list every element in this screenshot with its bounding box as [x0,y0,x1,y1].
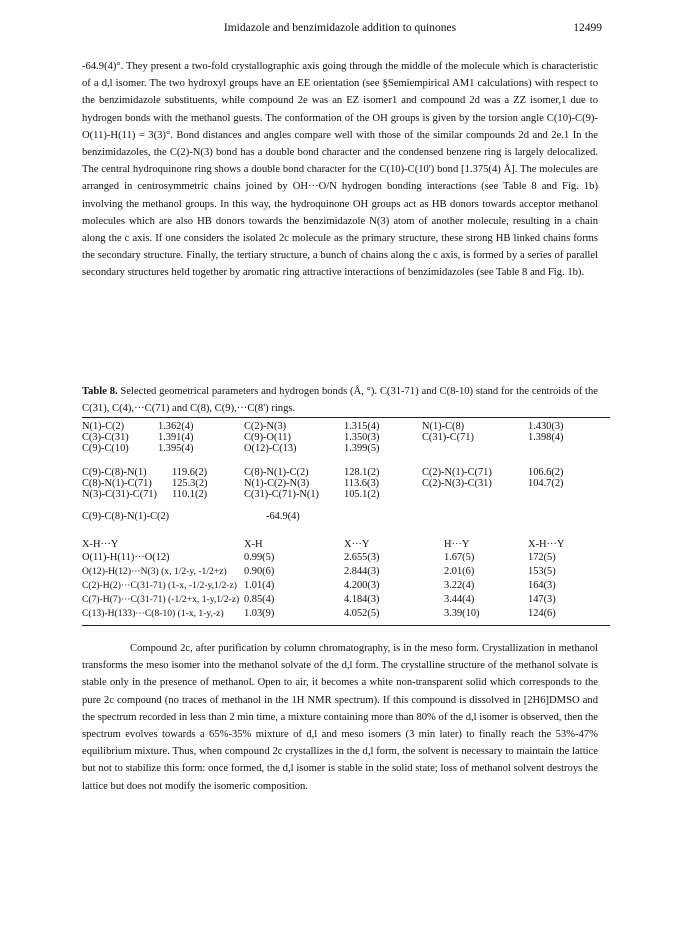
running-head [0,22,680,38]
body-paragraph-2-text: Compound 2c, after purification by column chromatography, is in the meso form. Crystallization in methanol transforms the meso isomer into the methanol solvate of the d,l form. The crystalline structure of the methanol solvate is stable only in the presence of methanol. Open to air, it becomes a white non-transparent solid which corresponds to the pure 2c compound (no traces of methanol in the 1H NMR spectrum). If this compound is dissolved in [2H6]DMSO and the spectrum recorded in less than 2 min time, a mixture containing more than 80% of the d,l isomer is observed, then the spectrum evolves towards a 65%-35% mixture of d,l and meso isomers (3 min later) to finally reach the 53%-47% equilibrium mixture. Thus, when compound 2c crystallizes in the d,l form, the solvent is necessary to maintain the lattice but not to stabilize this form: once formed, the d,l isomer is stable in the solid state; loss of methanol solvent destroys the lattice but does not modify the isomeric composition. [82,643,598,792]
table-cell: 1.315(4) [344,421,380,432]
table-cell: C(9)-O(11) [244,432,291,443]
hbond-header-cell: X-H [244,539,263,550]
table-cell: C(2)-N(3) [244,421,287,432]
hbond-header-cell: H···Y [444,539,470,550]
table-cell: 4.184(3) [344,594,380,605]
table-cell: 0.85(4) [244,594,275,605]
hbond-header-cell: X-H···Y [528,539,565,550]
table-cell: O(12)-C(13) [244,443,297,454]
table-cell: -64.9(4) [266,511,300,522]
table-cell: N(1)-C(2) [82,421,125,432]
table-cell: C(7)-H(7)···C(31-71) (-1/2+x, 1-y,1/2-z) [82,594,240,605]
table-cell: 0.99(5) [244,552,275,563]
table-cell: 1.399(5) [344,443,380,454]
table-cell: C(9)-C(8)-N(1) [82,467,147,478]
table-cell: 104.7(2) [528,478,564,489]
table-cell: C(13)-H(133)···C(8-10) (1-x, 1-y,-z) [82,608,224,619]
table-top-rule [82,417,610,418]
table-cell: O(12)-H(12)···N(3) (x, 1/2-y, -1/2+z) [82,566,227,577]
body-paragraph-2 [82,640,598,795]
table-cell: C(9)-C(8)-N(1)-C(2) [82,511,170,522]
body-paragraph-1: -64.9(4)°. They present a two-fold crystallographic axis going through the middle of the molecule which is characteristic of a d,l isomer. The two hydroxyl groups have an EE orientation (see §Semiempirical AM1 calculations) with respect to the benzimidazole substituents, while compound 2e was an EZ isomer1 and compound 2d was a ZZ isomer,1 due to hydrogen bonds with the methanol guests. The conformation of the OH groups is given by the torsion angle C(10)-C(9)-O(11)-H(11) = 3(3)°. Bond distances and angles compare well with those of the similar compounds 2d and 2e.1 In the benzimidazoles, the C(2)-N(3) bond has a double bond character and the condensed benzene ring is largely delocalized. The central hydroquinone ring shows a double bond character for the C(10)-C(10') bond [1.375(4) Å]. The molecules are arranged in centrosymmetric chains joined by OH···O/N hydrogen bonding interactions (see Table 8 and Fig. 1b) involving the methanol groups. In this way, the hydroquinone OH groups act as HB donors towards acceptor methanol molecules which are also HB donors towards the benzimidazole N(3) atom of another molecule, resulting in a chain along the c axis. If one considers the isolated 2c molecule as the primary structure, these strong HB linked chains forms the secondary structure. Finally, the tertiary structure, a bunch of chains along the c axis, is formed by a series of parallel secondary structures held together by aromatic ring attractive interactions of benzimidazoles (see Table 8 and Fig. 1b). [82,61,598,279]
table-cell: N(1)-C(2)-N(3) [244,478,310,489]
table-bottom-rule [82,625,610,626]
table-cell: 119.6(2) [172,467,208,478]
table-cell: 106.6(2) [528,467,564,478]
table-cell: 3.39(10) [444,608,480,619]
table-cell: C(2)-N(1)-C(71) [422,467,492,478]
table-cell: O(11)-H(11)···O(12) [82,552,170,563]
table-cell: 2.844(3) [344,566,380,577]
table-cell: 1.362(4) [158,421,194,432]
table-cell: 4.200(3) [344,580,380,591]
table-cell: 164(3) [528,580,556,591]
table-cell: 125.3(2) [172,478,208,489]
table-cell: 113.6(3) [344,478,380,489]
table-cell: 124(6) [528,608,556,619]
table-cell: C(8)-N(1)-C(2) [244,467,309,478]
table-cell: 172(5) [528,552,556,563]
table-cell: 4.052(5) [344,608,380,619]
table-cell: 1.398(4) [528,432,564,443]
hbond-header-cell: X···Y [344,539,370,550]
table-cell: 1.391(4) [158,432,194,443]
table-cell: C(9)-C(10) [82,443,129,454]
table-cell: 2.01(6) [444,566,475,577]
table-cell: C(2)-N(3)-C(31) [422,478,492,489]
table-cell: N(3)-C(31)-C(71) [82,489,158,500]
table-cell: C(2)-H(2)···C(31-71) (1-x, -1/2-y,1/2-z) [82,580,237,591]
table-cell: 105.1(2) [344,489,380,500]
table-cell: 1.01(4) [244,580,275,591]
table-cell: 1.67(5) [444,552,475,563]
page-number: 12499 [573,22,602,34]
table-cell: 3.22(4) [444,580,475,591]
table-cell: 3.44(4) [444,594,475,605]
table-cell: C(31)-C(71)-N(1) [244,489,320,500]
table-cell: 1.430(3) [528,421,564,432]
table-cell: 147(3) [528,594,556,605]
table-cell: C(3)-C(31) [82,432,129,443]
table-caption-text: Selected geometrical parameters and hydrogen bonds (Å, °). C(31-71) and C(8-10) stand for the centroids of the C(31), C(4),···C(71) and C(8), C(9),···C(8') rings. [82,386,598,415]
table-cell: 153(5) [528,566,556,577]
table-cell: 1.350(3) [344,432,380,443]
table-cell: 110.1(2) [172,489,208,500]
table-cell: 1.03(9) [244,608,275,619]
table-cell: 128.1(2) [344,467,380,478]
table-caption [82,383,598,417]
table-cell: 1.395(4) [158,443,194,454]
table-cell: 0.90(6) [244,566,275,577]
table-cell: 2.655(3) [344,552,380,563]
table-cell: N(1)-C(8) [422,421,465,432]
table-caption-label: Table 8. [82,386,118,397]
hbond-header-cell: X-H···Y [82,539,119,550]
running-title: Imidazole and benzimidazole addition to quinones [223,22,457,34]
table-cell: C(31)-C(71) [422,432,474,443]
table-cell: C(8)-N(1)-C(71) [82,478,152,489]
